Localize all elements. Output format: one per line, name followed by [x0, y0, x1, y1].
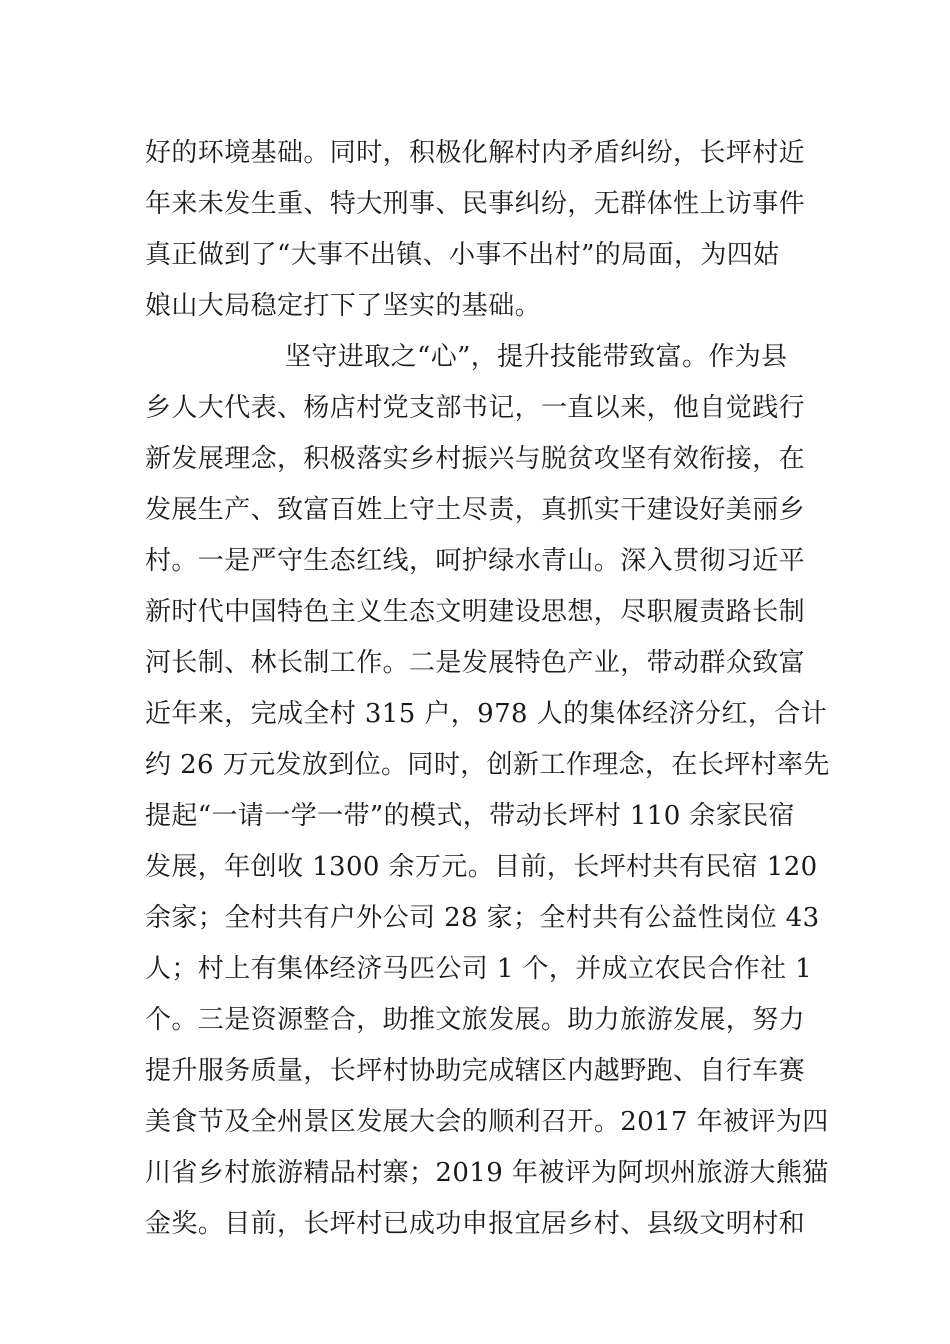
text-line: 美食节及全州景区发展大会的顺利召开。2017 年被评为四 [145, 1107, 829, 1137]
text-line: 人；村上有集体经济马匹公司 1 个，并成立农民合作社 1 [145, 954, 813, 984]
text-line: 年来未发生重、特大刑事、民事纠纷，无群体性上访事件 [145, 189, 806, 219]
text-line: 川省乡村旅游精品村寨；2019 年被评为阿坝州旅游大熊猫 [145, 1158, 829, 1188]
text-line: 真正做到了“大事不出镇、小事不出村”的局面，为四姑 [145, 240, 780, 270]
paragraph-heading-line: 坚守进取之“心”，提升技能带致富。作为县 [285, 342, 788, 372]
text-line: 河长制、林长制工作。二是发展特色产业，带动群众致富 [145, 648, 806, 678]
text-line: 乡人大代表、杨店村党支部书记，一直以来，他自觉践行 [145, 393, 806, 423]
text-line: 发展，年创收 1300 余万元。目前，长坪村共有民宿 120 [145, 852, 818, 882]
text-line: 新时代中国特色主义生态文明建设思想，尽职履责路长制 [145, 597, 806, 627]
text-line: 村。一是严守生态红线，呵护绿水青山。深入贯彻习近平 [145, 546, 806, 576]
text-line: 好的环境基础。同时，积极化解村内矛盾纠纷，长坪村近 [145, 138, 806, 168]
text-line: 金奖。目前，长坪村已成功申报宜居乡村、县级文明村和 [145, 1209, 806, 1239]
text-line: 提起“一请一学一带”的模式，带动长坪村 110 余家民宿 [145, 801, 795, 831]
text-line: 约 26 万元发放到位。同时，创新工作理念，在长坪村率先 [145, 750, 830, 780]
text-line: 近年来，完成全村 315 户，978 人的集体经济分红，合计 [145, 699, 828, 729]
text-line: 提升服务质量，长坪村协助完成辖区内越野跑、自行车赛 [145, 1056, 806, 1086]
text-line: 新发展理念，积极落实乡村振兴与脱贫攻坚有效衔接，在 [145, 444, 806, 474]
text-line: 个。三是资源整合，助推文旅发展。助力旅游发展，努力 [145, 1005, 806, 1035]
text-line: 娘山大局稳定打下了坚实的基础。 [145, 291, 542, 321]
text-line: 余家；全村共有户外公司 28 家；全村共有公益性岗位 43 [145, 903, 820, 933]
text-line: 发展生产、致富百姓上守土尽责，真抓实干建设好美丽乡 [145, 495, 806, 525]
